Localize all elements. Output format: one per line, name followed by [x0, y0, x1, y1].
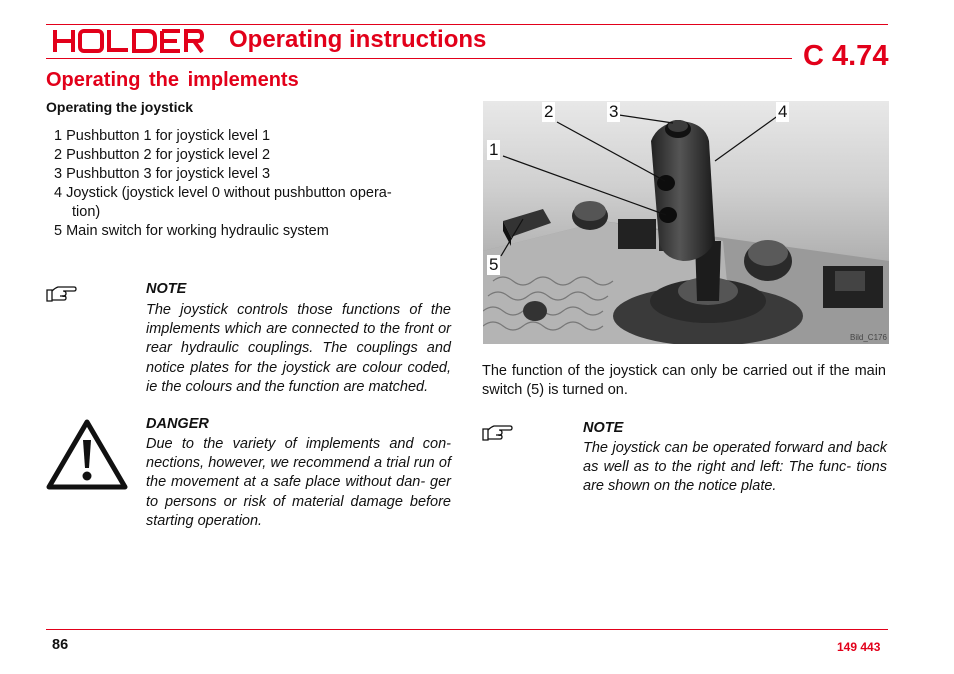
figure-callout-3: 3 — [609, 102, 619, 121]
legend-item: 3 Pushbutton 3 for joystick level 3 — [54, 166, 271, 182]
note-text: The joystick controls those functions of the implements which are connected to the front or rear hydraulic couplings. The couplings and notice plates for the joystick are colour coded, ie the colours and the function are matched. — [146, 302, 451, 395]
footer-rule — [46, 629, 888, 630]
joystick-photo — [483, 101, 889, 344]
header-bottom-rule — [46, 58, 792, 59]
warning-triangle-icon — [45, 418, 129, 490]
part-number: 149 443 — [837, 640, 881, 654]
note-heading: NOTE — [146, 281, 187, 297]
legend-item: 1 Pushbutton 1 for joystick level 1 — [54, 128, 271, 144]
figure-callout-4: 4 — [778, 102, 788, 121]
main-paragraph: The function of the joystick can only be carried out if the main switch (5) is turned on. — [482, 363, 886, 399]
section-subtitle: Operating the joystick — [46, 99, 194, 115]
figure-callout-5: 5 — [489, 255, 499, 274]
section-title: Operating the implements — [46, 69, 299, 91]
section-code: C 4.74 — [803, 40, 889, 72]
figure-callout-2: 2 — [544, 102, 554, 121]
legend-item: 2 Pushbutton 2 for joystick level 2 — [54, 147, 271, 163]
danger-heading: DANGER — [146, 416, 209, 432]
legend-item-continuation: tion) — [72, 204, 101, 220]
document-title: Operating instructions — [229, 26, 487, 53]
danger-text: Due to the variety of implements and con- nections, however, we recommend a trial run of the movement at a safe place without dan- ger to persons or risk of material damage before starting operation. — [146, 436, 451, 529]
header-top-rule — [46, 24, 888, 25]
note-text: The joystick can be operated forward and back as well as to the right and left: The func- tions are shown on the notice plate. — [583, 440, 887, 495]
note-heading: NOTE — [583, 420, 624, 436]
figure-callout-1: 1 — [489, 140, 499, 159]
legend-item: 4 Joystick (joystick level 0 without pushbutton opera- — [54, 185, 392, 201]
page-number: 86 — [52, 637, 69, 653]
legend-list — [54, 127, 444, 241]
pointing-hand-icon — [481, 423, 513, 443]
holder-logo — [52, 28, 204, 54]
pointing-hand-icon — [45, 284, 77, 304]
legend-item: 5 Main switch for working hydraulic system — [54, 223, 329, 239]
figure-caption: Bild_C176 — [850, 333, 887, 342]
